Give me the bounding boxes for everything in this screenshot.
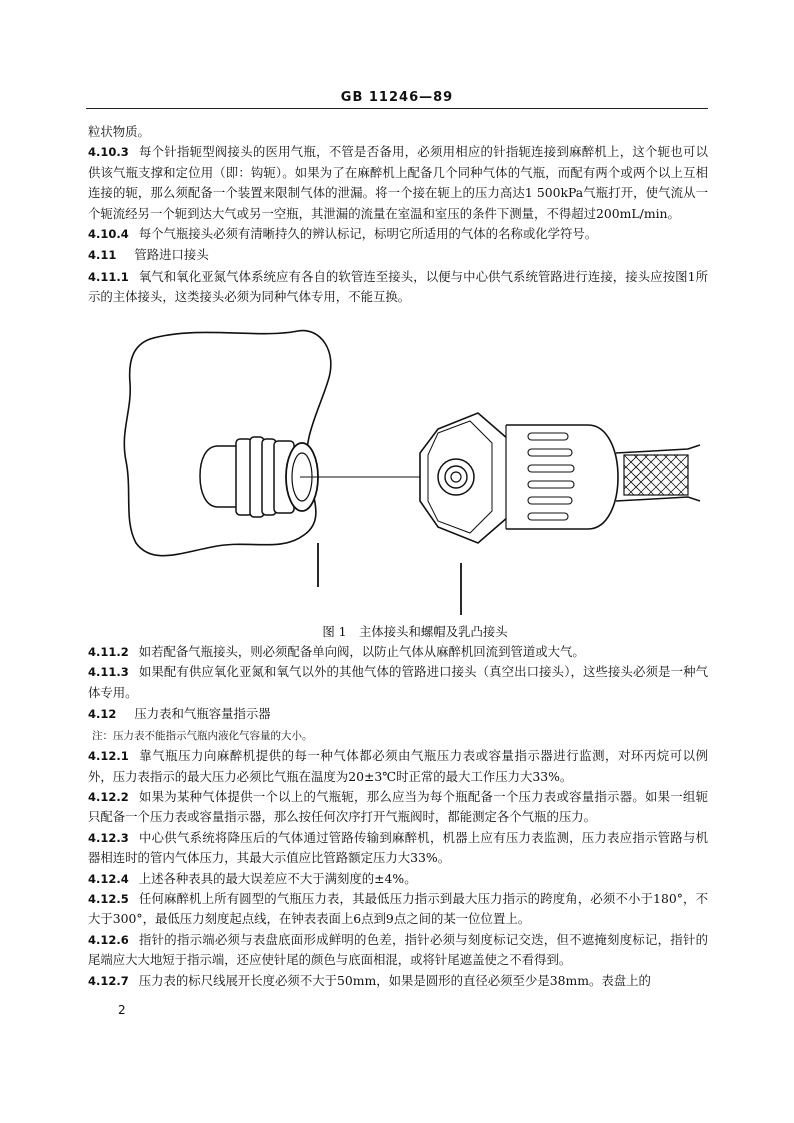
clause-paragraph [88,971,708,991]
clause-text: 每个气瓶接头必须有清晰持久的辨认标记，标明它所适用的气体的名称或化学符号。 [138,226,598,242]
clause-number: 4.10.3 [88,145,129,160]
clause-text: 氧气和氧化亚氮气体系统应有各自的软管连至接头，以便与中心供气系统管路进行连接，接头应按图1所示的主体接头，这类接头必须为同种气体专用，不能互换。 [88,268,708,305]
clause-number: 4.12.5 [88,891,129,906]
connector-diagram [88,321,708,621]
nipple-bore [451,472,461,482]
clause-number: 4.12.3 [88,830,129,845]
clause-number: 4.11 [88,248,117,263]
clause-number: 4.10.4 [88,227,129,242]
clause-number: 4.12 [88,707,117,722]
clause-number: 4.11.2 [88,645,129,660]
clause-paragraph [88,224,708,244]
clause-text: 上述各种表具的最大误差应不大于满刻度的±4%。 [138,870,417,886]
clause-paragraph [88,122,708,142]
clause-text: 指针的指示端必须与表盘底面形成鲜明的色差，指针必须与刻度标记交迭，但不遮掩刻度标记，指针的尾端应大大地短于指示端，还应使针尾的颜色与底面相混，或将针尾遮盖使之不看得到。 [88,931,708,968]
clause-text: 粒状物质。 [88,124,150,139]
clause-number: 4.12.2 [88,789,129,804]
section-heading [88,703,708,725]
clause-number: 4.12.6 [88,932,129,947]
clause-number: 4.12.7 [88,973,129,988]
clause-text: 如果为某种气体提供一个以上的气瓶轭，那么应当为每个瓶配备一个压力表或容量指示器。如果一组轭只配备一个压力表或容量指示器，那么按任何次序打开气瓶阀时，都能测定各个气瓶的压力。 [88,788,708,825]
clause-text: 压力表和气瓶容量指示器 [134,706,271,722]
header-rule [86,108,708,109]
figure-1 [88,321,708,621]
standard-code-header: GB 11246—89 [340,90,454,105]
section-heading [88,244,708,266]
clause-number: 4.12.4 [88,871,129,886]
clause-paragraph [88,746,708,787]
clause-text: 如若配备气瓶接头，则必须配备单向阀，以防止气体从麻醉机回流到管道或大气。 [138,644,585,660]
clause-paragraph [88,142,708,224]
clause-number: 4.11.3 [88,665,129,680]
page-number: 2 [118,1003,126,1017]
note-paragraph [88,726,708,746]
clause-text: 压力表的标尺线展开长度必须不大于50mm，如果是圆形的直径必须至少是38mm。表盘上的 [138,972,651,988]
clause-text: 注：压力表不能指示气瓶内液化气容量的大小。 [92,729,313,742]
figure-caption: 图 1 主体接头和螺帽及乳凸接头 [322,623,508,639]
section-before-figure [88,122,708,308]
clause-paragraph [88,869,708,889]
body-fitting [200,446,238,507]
clause-paragraph [88,930,708,971]
clause-text: 如果配有供应氧化亚氮和氧气以外的其他气体的管路进口接头（真空出口接头），这些接头必须是一种气体专用。 [88,664,708,700]
clause-paragraph [88,889,708,930]
clause-paragraph [88,642,708,662]
clause-text: 每个针指轭型阀接头的医用气瓶，不管是否备用，必须用相应的针指轭连接到麻醉机上，这个轭也可以供该气瓶支撑和定位用（即：钩轭）。如果为了在麻醉机上配备几个同种气体的气瓶，而配有两个或两个以上互相连接的轭，那么须配备一个装置来限制气体的泄漏。将一个接在轭上的压力高达1 500kPa气瓶打开，使气流从一个轭流经另一个轭到达大气或另一空瓶，其泄漏的流量在室温和室压的条件下测量，不得超过200mL/min。 [88,144,708,221]
clause-number: 4.12.1 [88,749,129,764]
clause-text: 任何麻醉机上所有圆型的气瓶压力表，其最低压力指示到最大压力指示的跨度角，必须不小于180°，不大于300°，最低压力刻度起点线，在钟表表面上6点到9点之间的某一位位置上。 [88,890,708,927]
clause-paragraph [88,787,708,828]
clause-text: 管路进口接头 [134,247,209,263]
document-body [88,122,708,991]
clause-number: 4.11.1 [88,269,129,284]
clause-text: 靠气瓶压力向麻醉机提供的每一种气体都必须由气瓶压力表或容量指示器进行监测，对环丙烷可以例外，压力表指示的最大压力必须比气瓶在温度为20±3℃时正常的最大工作压力大33%。 [88,748,708,784]
clause-paragraph [88,828,708,869]
section-after-figure [88,642,708,991]
clause-text: 中心供气系统将降压后的气体通过管路传输到麻醉机，机器上应有压力表监测，压力表应指示管路与机器相连时的管内气体压力，其最大示值应比管路额定压力大33%。 [88,829,708,866]
clause-paragraph [88,267,708,308]
clause-paragraph [88,662,708,703]
